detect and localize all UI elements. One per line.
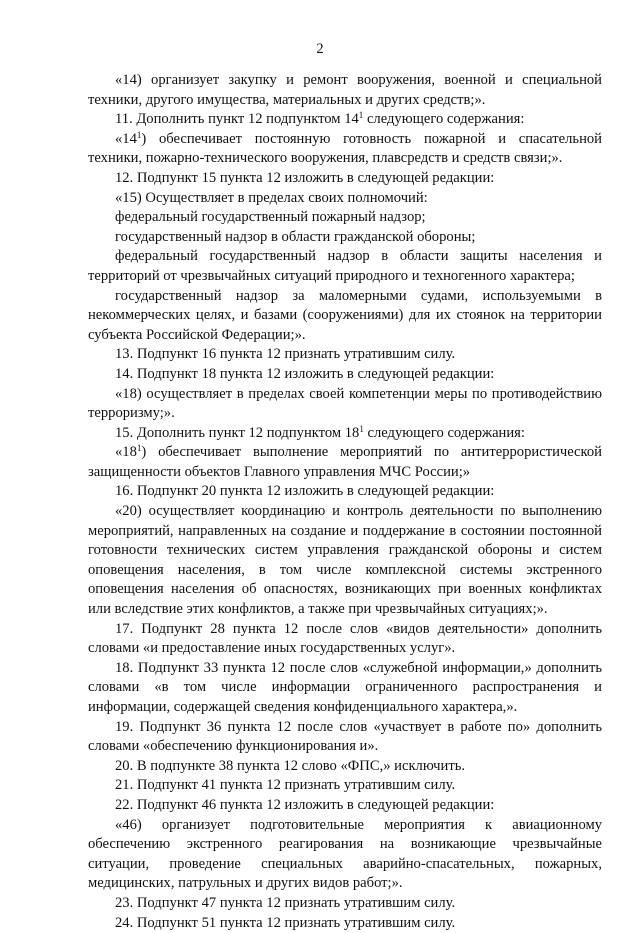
superscript: 1 <box>136 443 142 454</box>
paragraph: федеральный государственный пожарный надзор; <box>115 209 426 226</box>
paragraph: 24. Подпункт 51 пункта 12 признать утратившим силу. <box>115 914 456 931</box>
superscript: 1 <box>359 423 364 434</box>
paragraph: «20) осуществляет координацию и контроль деятельности по выполнению мероприятий, направленных на создание и поддержание в состоянии постоянной готовности технических систем управления гражданской обороны и систем оповещения населения, в том числе комплексной системы экстренного оповещения населения об опасностях, возникающих при военных конфликтах или вследствие этих конфликтов, а также при чрезвычайных ситуациях;». <box>88 503 602 618</box>
paragraph: «18) осуществляет в пределах своей компетенции меры по противодействию терроризму;». <box>88 385 602 422</box>
paragraph-text: следующего содержания: <box>363 111 525 128</box>
paragraph-text: «14 <box>115 130 137 147</box>
paragraph <box>88 424 602 444</box>
paragraph <box>88 130 602 169</box>
paragraph-text: ) обеспечивает выполнение мероприятий по антитеррористической защищенности объектов Главного управления МЧС России;» <box>88 444 602 480</box>
paragraph: 19. Подпункт 36 пункта 12 после слов «участвует в работе по» дополнить словами «обеспечению функционирования и». <box>88 718 602 755</box>
paragraph: государственный надзор за маломерными судами, используемыми в некоммерческих целях, и базами (сооружениями) для их стоянок на территории субъекта Российской Федерации;». <box>88 287 602 343</box>
paragraph: 20. В подпункте 38 пункта 12 слово «ФПС,» исключить. <box>115 757 466 774</box>
paragraph: «15) Осуществляет в пределах своих полномочий: <box>115 189 428 206</box>
document-body <box>88 71 602 933</box>
page-number: 2 <box>316 41 324 57</box>
paragraph: «46) организует подготовительные мероприятия к авиационному обеспечению экстренного реагирования на возникающие чрезвычайные ситуации, проведение специальных аварийно-спасательных, пожарных, медицинских, патрульных и других видов работ;». <box>88 816 602 892</box>
superscript: 1 <box>358 110 364 121</box>
superscript: 1 <box>136 129 142 140</box>
paragraph: 21. Подпункт 41 пункта 12 признать утратившим силу. <box>115 777 456 794</box>
paragraph: 18. Подпункт 33 пункта 12 после слов «служебной информации,» дополнить словами «в том числе информации ограниченного распространения и информации, содержащей сведения конфиденциального характера,». <box>88 659 602 715</box>
paragraph-text: ) обеспечивает постоянную готовность пожарной и спасательной техники, пожарно-технического вооружения, плавсредств и средств связи;». <box>88 130 602 167</box>
paragraph: государственный надзор в области гражданской обороны; <box>115 228 476 245</box>
paragraph <box>88 110 602 130</box>
paragraph-text: 11. Дополнить пункт 12 подпунктом 14 <box>115 111 359 128</box>
paragraph: 16. Подпункт 20 пункта 12 изложить в следующей редакции: <box>115 483 495 500</box>
paragraph <box>88 443 602 482</box>
paragraph: 14. Подпункт 18 пункта 12 изложить в следующей редакции: <box>115 365 495 382</box>
paragraph-text: следующего содержания: <box>363 424 525 441</box>
paragraph-text: «18 <box>115 444 137 461</box>
paragraph-text: 15. Дополнить пункт 12 подпунктом 18 <box>115 424 360 441</box>
paragraph: 22. Подпункт 46 пункта 12 изложить в следующей редакции: <box>115 796 495 813</box>
paragraph: 17. Подпункт 28 пункта 12 после слов «видов деятельности» дополнить словами «и предоставление иных государственных услуг». <box>88 620 602 657</box>
paragraph: 13. Подпункт 16 пункта 12 признать утратившим силу. <box>115 346 456 363</box>
paragraph: 12. Подпункт 15 пункта 12 изложить в следующей редакции: <box>115 169 495 186</box>
paragraph: 23. Подпункт 47 пункта 12 признать утратившим силу. <box>115 894 456 911</box>
paragraph: федеральный государственный надзор в области защиты населения и территорий от чрезвычайных ситуаций природного и техногенного характера; <box>88 248 602 284</box>
paragraph: «14) организует закупку и ремонт вооружения, военной и специальной техники, другого имущества, материальных и других средств;». <box>88 72 602 108</box>
